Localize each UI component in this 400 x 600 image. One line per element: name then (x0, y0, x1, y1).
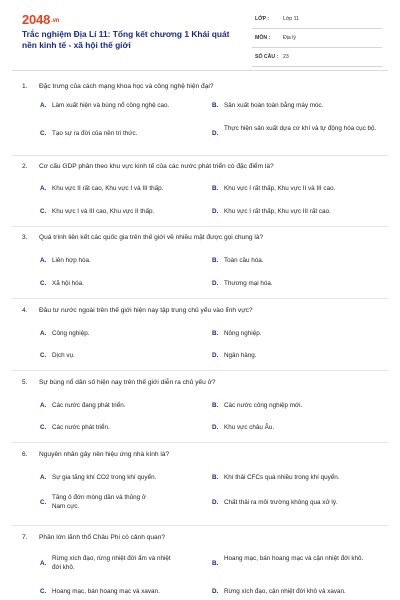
question-divider (12, 370, 388, 371)
meta-value: 23 (283, 54, 289, 60)
question-divider (12, 155, 388, 156)
header-divider (12, 70, 388, 71)
meta-value: Lớp 11 (283, 16, 299, 22)
meta-value: Địa lý (283, 35, 296, 41)
question-text: 2. Cơ cấu GDP phân theo khu vực kinh tế của các nước phát triển có đặc điểm là? (22, 163, 274, 170)
meta-key: LỚP : (255, 16, 270, 22)
meta-key: SỐ CÂU : (255, 54, 279, 60)
question-divider (12, 525, 388, 526)
question-text: 5. Sự bùng nổ dân số hiện nay trên thế giới diễn ra chủ yếu ở? (22, 379, 216, 386)
meta-row-count (252, 52, 382, 67)
quiz-meta (252, 14, 382, 71)
page-header (0, 0, 400, 70)
quiz-page: 2048.vn Trắc nghiệm Địa Lí 11: Tổng kết chương 1 Khái quát nền kinh tế - xã hội thế giới LỚP : Lớp 11 MÔN : Địa lý SỐ CÂU : 23 1. Đặc trưng của cách mạng khoa học và công nghệ hiện đại? A. Làm xuất hiện và bùng nổ công nghệ cao. B. Sản xuất hoàn toàn bằng máy móc. C. Tạo sự ra đời của nền tri thức. D. Thực hiện sản xuất dựa cơ khí và tự động hóa cục bộ. 2. Cơ cấu GDP phân theo khu vực kinh tế của các nước phát triển có đặc điểm là? A. Khu vực II rất cao, Khu vực I và III thấp. B. Khu vực I rất thấp, Khu vực II và III cao. C. Khu vực I và III cao, Khu vực II thấp. D. Khu vực I rất thấp, Khu vực III rất cao. 3. Quá trình liên kết các quốc gia trên thế giới về nhiều mặt được gọi chung là? A. Liên hợp hóa. B. Toàn cầu hóa. C. Xã hội hóa. D. Thương mại hóa. 4. Đầu tư nước ngoài trên thế giới hiện nay tập trung chủ yếu vào lĩnh vực? A. Công nghiệp. B. Nông nghiệp. C. Dịch vụ. D. Ngân hàng. 5. Sự bùng nổ dân số hiện nay trên thế giới diễn ra chủ yếu ở? A. Các nước đang phát triển. B. Các nước công nghiệp mới. C. Các nước phát triển. D. Khu vực châu Âu. 6. Nguyên nhân gây nên hiệu ứng nhà kính là? A. Sự gia tăng khí CO2 trong khí quyển. B. Khí thải CFCs quá nhiều trong khí quyển. C. Tăng ô đớn mòng dần và thủng ở Nam cực. D. Chất thải ra môi trường không qua xử lý. 7. Phần lớn lãnh thổ Châu Phi có cảnh quan? A. Rừng xích đạo, rừng nhiệt đới ẩm và nhiệt đới khô. B. Hoang mạc, bán hoang mạc và cận nhiệt đới khô. C. Hoang mạc, bán hoang mạc và xavan. D. Rừng xích đạo, cận nhiệt đới khô và xavan. (0, 0, 400, 600)
question-divider (12, 442, 388, 443)
question-number: 2. (22, 163, 28, 170)
question-number: 4. (22, 307, 28, 314)
question-number: 5. (22, 379, 28, 386)
question-text: 7. Phần lớn lãnh thổ Châu Phi có cảnh quan? (22, 534, 166, 541)
meta-key: MÔN : (255, 35, 271, 41)
question-number: 3. (22, 234, 28, 241)
question-divider (12, 226, 388, 227)
meta-row-class (252, 14, 382, 29)
question-number: 7. (22, 534, 28, 541)
page-title: Trắc nghiệm Địa Lí 11: Tổng kết chương 1 Khái quát nền kinh tế - xã hội thế giới (22, 29, 230, 50)
question-text: 4. Đầu tư nước ngoài trên thế giới hiện nay tập trung chủ yếu vào lĩnh vực? (22, 307, 253, 314)
site-logo[interactable]: 2048.vn (22, 12, 60, 27)
question-text: 6. Nguyên nhân gây nên hiệu ứng nhà kính là? (22, 451, 170, 458)
question-text: 1. Đặc trưng của cách mạng khoa học và công nghệ hiện đại? (22, 83, 214, 90)
question-divider (12, 298, 388, 299)
question-number: 6. (22, 451, 28, 458)
question-number: 1. (22, 83, 28, 90)
question-text: 3. Quá trình liên kết các quốc gia trên thế giới về nhiều mặt được gọi chung là? (22, 234, 264, 241)
meta-row-subject (252, 33, 382, 48)
